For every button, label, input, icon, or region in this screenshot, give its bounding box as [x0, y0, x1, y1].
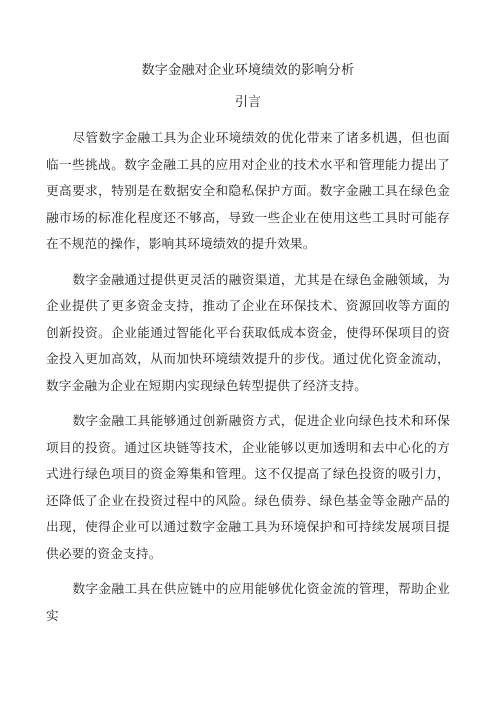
document-title: 数字金融对企业环境绩效的影响分析	[141, 63, 355, 78]
paragraph-1: 尽管数字金融工具为企业环境绩效的优化带来了诸多机遇，但也面临一些挑战。数字金融工具的应用对企业的技术水平和管理能力提出了更高要求，特别是在数据安全和隐私保护方面。数字金融工具在绿色金融市场的标准化程度还不够高，导致一些企业在使用这些工具时可能存在不规范的操作，影响其环境绩效的提升效果。	[46, 130, 450, 251]
paragraph-2: 数字金融通过提供更灵活的融资渠道，尤其是在绿色金融领域，为企业提供了更多资金支持，推动了企业在环保技术、资源回收等方面的创新投资。企业能通过智能化平台获取低成本资金，使得环保项目的资金投入更加高效，从而加快环境绩效提升的步伐。通过优化资金流动，数字金融为企业在短期内实现绿色转型提供了经济支持。	[46, 271, 450, 393]
paragraph-3: 数字金融工具能够通过创新融资方式，促进企业向绿色技术和环保项目的投资。通过区块链等技术，企业能够以更加透明和去中心化的方式进行绿色项目的资金筹集和管理。这不仅提高了绿色投资的吸引力，还降低了企业在投资过程中的风险。绿色债券、绿色基金等金融产品的出现，使得企业可以通过数字金融工具为环境保护和可持续发展项目提供必要的资金支持。	[46, 413, 450, 561]
paragraph-4: 数字金融工具在供应链中的应用能够优化资金流的管理，帮助企业实	[46, 581, 450, 623]
section-heading: 引言	[234, 95, 261, 110]
